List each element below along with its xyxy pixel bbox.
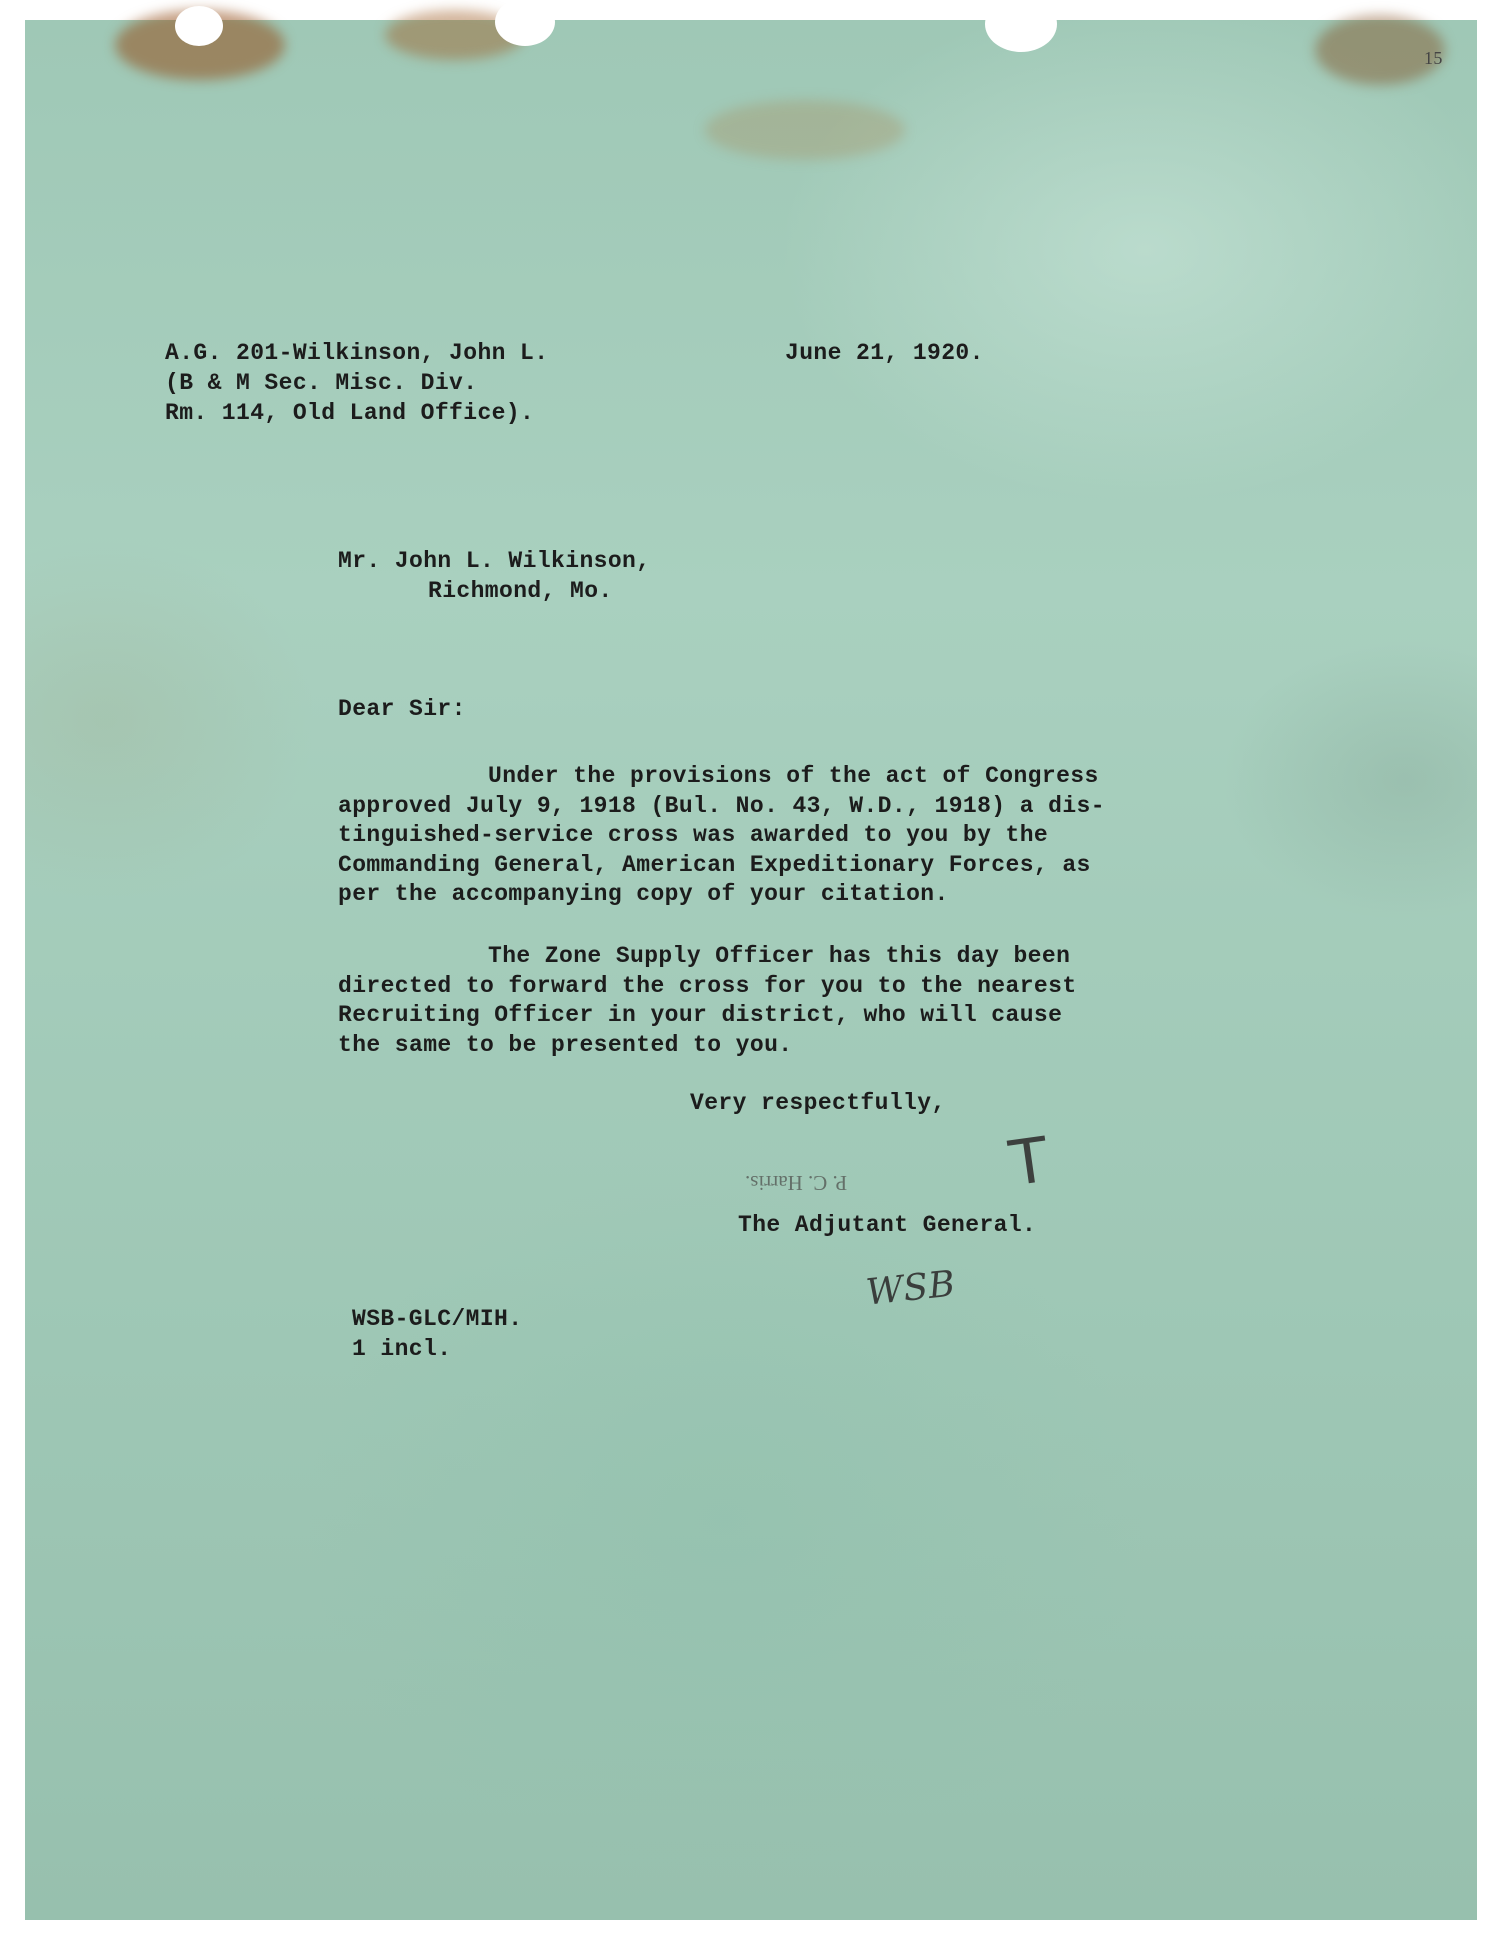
handwritten-initial-mark: T <box>1005 1122 1054 1201</box>
body-paragraph-1 <box>338 762 1105 910</box>
torn-hole <box>175 6 223 46</box>
paragraph-line: The Zone Supply Officer has this day been <box>488 943 1071 969</box>
file-reference-line-3: Rm. 114, Old Land Office). <box>165 400 535 426</box>
file-reference-line-2: (B & M Sec. Misc. Div. <box>165 370 478 396</box>
signature-title: The Adjutant General. <box>738 1212 1037 1238</box>
stamped-signature: P. C. Harris. <box>745 1171 848 1195</box>
body-paragraph-2 <box>338 942 1077 1060</box>
paragraph-line: Commanding General, American Expeditionary Forces, as <box>338 851 1091 878</box>
paragraph-line: approved July 9, 1918 (Bul. No. 43, W.D., 1918) a dis- <box>338 792 1105 819</box>
closing: Very respectfully, <box>690 1090 946 1116</box>
page-number-mark: 15 <box>1424 48 1443 68</box>
file-reference-line-1: A.G. 201-Wilkinson, John L. <box>165 340 549 366</box>
handwritten-initials: WSB <box>864 1263 958 1314</box>
torn-hole <box>985 0 1057 52</box>
rust-stain <box>705 100 905 160</box>
paragraph-line: per the accompanying copy of your citation. <box>338 881 949 907</box>
paragraph-line: tinguished-service cross was awarded to you by the <box>338 822 1049 848</box>
letter-date: June 21, 1920. <box>785 340 984 366</box>
paragraph-line: directed to forward the cross for you to the nearest <box>338 972 1077 999</box>
salutation: Dear Sir: <box>338 696 466 722</box>
torn-hole <box>495 0 555 46</box>
paragraph-line: Recruiting Officer in your district, who will cause <box>338 1002 1063 1028</box>
reference-initials: WSB-GLC/MIH. <box>352 1306 523 1332</box>
recipient-address: Richmond, Mo. <box>428 578 613 604</box>
paragraph-line: the same to be presented to you. <box>338 1031 793 1058</box>
recipient-name: Mr. John L. Wilkinson, <box>338 548 651 574</box>
enclosure-note: 1 incl. <box>352 1336 452 1362</box>
paragraph-line: Under the provisions of the act of Congress <box>488 763 1099 789</box>
